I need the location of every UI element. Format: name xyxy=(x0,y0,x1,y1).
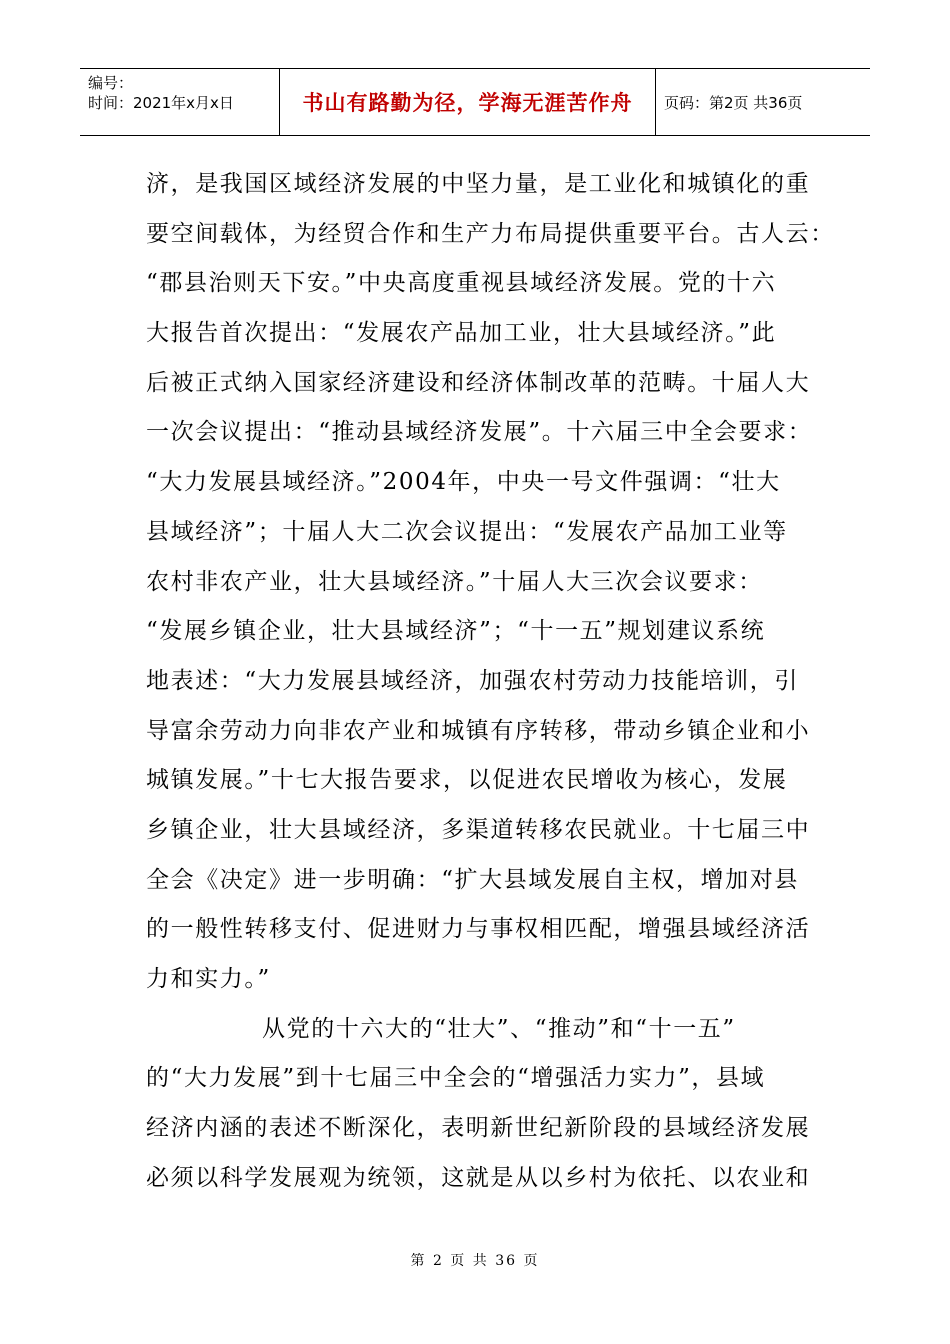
text-line: 乡镇企业，壮大县域经济，多渠道转移农民就业。十七届三中 xyxy=(146,816,811,843)
text-line: 地表述：“大力发展县域经济，加强农村劳动力技能培训，引 xyxy=(146,667,799,694)
text-line: 后被正式纳入国家经济建设和经济体制改革的范畴。十届人大 xyxy=(146,369,811,396)
text-line: 从党的十六大的“壮大”、“推动”和“十一五” xyxy=(262,1015,736,1042)
header-motto: 书山有路勤为径，学海无涯苦作舟 xyxy=(280,69,656,135)
paragraph-2 xyxy=(146,1005,810,1204)
document-date-label: 时间：2021年x月x日 xyxy=(88,94,234,112)
text-line: 一次会议提出：“推动县域经济发展”。十六届三中全会要求： xyxy=(146,419,813,446)
header-page-info: 页码：第2页 共36页 xyxy=(664,93,803,112)
text-line: 县域经济”；十届人大二次会议提出：“发展农产品加工业等 xyxy=(146,518,788,545)
text-line: 的一般性转移支付、促进财力与事权相匹配，增强县域经济活 xyxy=(146,916,811,943)
paragraph-1 xyxy=(146,160,835,1005)
text-line: 必须以科学发展观为统领，这就是从以乡村为依托、以农业和 xyxy=(146,1164,811,1191)
text-line: 的“大力发展”到十七届三中全会的“增强活力实力”，县域 xyxy=(146,1065,766,1092)
text-line: 经济内涵的表述不断深化，表明新世纪新阶段的县域经济发展 xyxy=(146,1115,811,1142)
text-line: 要空间载体，为经贸合作和生产力布局提供重要平台。古人云： xyxy=(146,220,835,247)
page-header xyxy=(80,68,870,136)
header-meta xyxy=(80,69,280,135)
text-line: 城镇发展。”十七大报告要求，以促进农民增收为核心，发展 xyxy=(146,767,788,794)
text-line: 力和实力。” xyxy=(146,966,271,992)
text-line: 大报告首次提出：“发展农产品加工业，壮大县域经济。”此 xyxy=(146,320,777,347)
page-footer: 第 2 页 共 36 页 xyxy=(410,1253,540,1269)
text-line: 导富余劳动力向非农产业和城镇有序转移，带动乡镇企业和小 xyxy=(146,717,811,744)
text-line: 济，是我国区域经济发展的中坚力量，是工业化和城镇化的重 xyxy=(146,171,811,197)
text-line: “大力发展县域经济。”2004年，中央一号文件强调：“壮大 xyxy=(146,469,781,496)
text-line: 农村非农产业，壮大县域经济。”十届人大三次会议要求： xyxy=(146,568,763,595)
document-body xyxy=(146,160,835,1203)
document-number-label: 编号： xyxy=(88,74,134,92)
text-line: “发展乡镇企业，壮大县域经济”；“十一五”规划建议系统 xyxy=(146,618,766,645)
text-line: 全会《决定》进一步明确：“扩大县域发展自主权，增加对县 xyxy=(146,866,799,893)
text-line: “郡县治则天下安。”中央高度重视县域经济发展。党的十六 xyxy=(146,270,777,297)
